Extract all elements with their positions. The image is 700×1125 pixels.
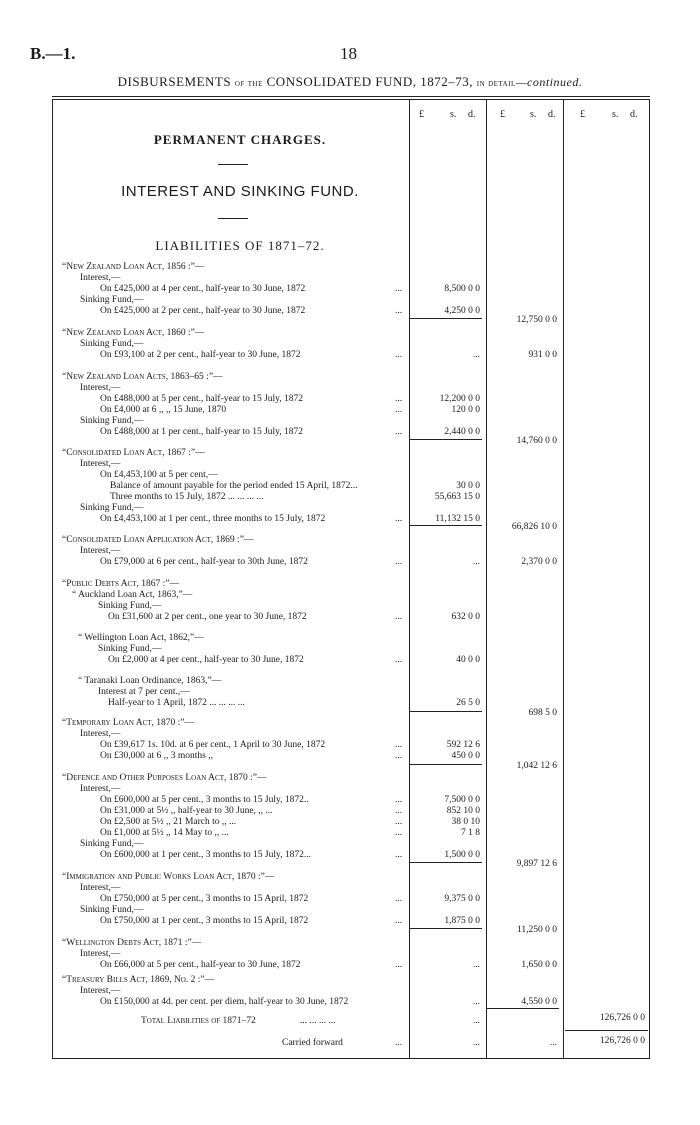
carried-c2: ... [549,1038,557,1048]
entry-text: Interest,— [80,459,121,469]
entry-text: On £66,000 at 5 per cent., half-year to 30 June, 1872 [100,960,301,970]
subtotal-rule [410,862,482,863]
entry-text: “Public Debts Act, 1867 :”— [62,579,179,589]
amount-column-1: ... [472,557,480,567]
leader-dots: ... [395,655,403,665]
divider-1 [218,164,248,165]
amount-column-1: 30 0 0 [456,481,480,491]
col1-left-rule [409,99,410,1058]
subtotal-rule [410,525,482,526]
entry-text: On £2,500 at 5½ ,, 21 March to ,, ... [100,817,237,827]
amount-column-2: 12,750 0 0 [516,315,557,325]
leader-dots: ... [395,817,403,827]
column-header-c2-2: d. [548,109,556,120]
leader-dots: ... [395,427,403,437]
title-main: DISBURSEMENTS [117,74,232,89]
total-c1: ... [472,1016,480,1026]
entry-text: “Consolidated Loan Application Act, 1869 :”— [62,535,254,545]
entry-text: On £600,000 at 5 per cent., 3 months to 15 July, 1872.. [100,795,309,805]
heading-interest-sinking-fund: INTEREST AND SINKING FUND. [121,183,359,200]
frame-top-rule-2 [52,99,650,100]
entry-text: On £488,000 at 5 per cent., half-year to 15 July, 1872 [100,394,304,404]
entry-text: Balance of amount payable for the period ended 15 April, 1872... [110,481,358,491]
entry-text: On £4,453,100 at 1 per cent., three months to 15 July, 1872 [100,514,326,524]
column-header-c2-1: s. [530,109,537,120]
entry-text: “Wellington Debts Act, 1871 :”— [62,938,202,948]
entry-text: Sinking Fund,— [98,644,162,654]
subtotal-rule [487,1008,559,1009]
page-number: 18 [340,44,357,63]
entry-text: Interest,— [80,546,121,556]
entry-text: Sinking Fund,— [80,339,144,349]
column-header-c3-1: s. [612,109,619,120]
amount-column-1: 7,500 0 0 [444,795,480,805]
amount-column-1: 1,875 0 0 [444,916,480,926]
entry-text: On £31,000 at 5½ ,, half-year to 30 June, ,, ... [100,806,273,816]
entry-text: Interest,— [80,729,121,739]
frame-left-rule [52,99,53,1058]
entry-text: “Temporary Loan Act, 1870 :”— [62,718,195,728]
subtotal-rule [410,439,482,440]
amount-column-1: 7 1 8 [461,828,480,838]
amount-column-1: 592 12 6 [446,740,480,750]
entry-text: “New Zealand Loan Act, 1856 :”— [62,262,205,272]
frame-bottom-rule [52,1058,650,1059]
entry-text: On £93,100 at 2 per cent., half-year to 30 June, 1872 [100,350,301,360]
frame-right-rule [649,99,650,1058]
leader-dots: ... [395,960,403,970]
carried-c1: ... [472,1038,480,1048]
entry-text: “New Zealand Loan Acts, 1863–65 :”— [62,372,223,382]
total-dots: ... ... ... ... [300,1016,336,1026]
entry-text: Interest,— [80,273,121,283]
entry-text: On £750,000 at 5 per cent., 3 months to 15 April, 1872 [100,894,309,904]
carried-dots: ... [395,1038,403,1048]
entry-text: On £30,000 at 6 ,, 3 months ,, [100,751,213,761]
subtotal-rule [410,711,482,712]
entry-text: On £31,600 at 2 per cent., one year to 30 June, 1872 [108,612,307,622]
leader-dots: ... [395,306,403,316]
entry-text: Sinking Fund,— [98,601,162,611]
amount-column-1: 450 0 0 [451,751,480,761]
amount-column-1: 852 10 0 [446,806,480,816]
entry-text: On £425,000 at 2 per cent., half-year to 30 June, 1872 [100,306,306,316]
amount-column-2: 9,897 12 6 [516,859,557,869]
amount-column-1: 4,250 0 0 [444,306,480,316]
entry-text: “ Auckland Loan Act, 1863,”— [72,590,193,600]
entry-text: On £2,000 at 4 per cent., half-year to 30 June, 1872 [108,655,304,665]
amount-column-2: 1,042 12 6 [516,761,557,771]
entry-text: Sinking Fund,— [80,905,144,915]
column-header-c2-0: £ [500,109,505,120]
entry-text: Sinking Fund,— [80,503,144,513]
heading-permanent-charges: PERMANENT CHARGES. [153,132,327,147]
entry-text: On £150,000 at 4d. per cent. per diem, half-year to 30 June, 1872 [100,997,349,1007]
entry-text: On £4,000 at 6 ,, ,, 15 June, 1870 [100,405,227,415]
title-fund: CONSOLIDATED FUND, 1872–73, [266,74,473,89]
leader-dots: ... [395,751,403,761]
title-continued: —continued. [515,75,583,89]
col3-left-rule [563,99,564,1058]
entry-text: “ Taranaki Loan Ordinance, 1863,”— [78,676,222,686]
amount-column-1: 8,500 0 0 [444,284,480,294]
subtotal-rule [410,928,482,929]
total-rule [565,1030,648,1031]
leader-dots: ... [395,828,403,838]
amount-column-1: ... [472,997,480,1007]
entry-text: On £39,617 1s. 10d. at 6 per cent., 1 April to 30 June, 1872 [100,740,326,750]
subtotal-rule [410,318,482,319]
column-header-c1-0: £ [419,109,424,120]
amount-column-1: 1,500 0 0 [444,850,480,860]
entry-text: Sinking Fund,— [80,295,144,305]
entry-text: Sinking Fund,— [80,839,144,849]
amount-column-2: 698 5 0 [528,708,557,718]
entry-text: On £750,000 at 1 per cent., 3 months to 15 April, 1872 [100,916,309,926]
column-header-c1-1: s. [450,109,457,120]
section-number: B.—1. [30,44,76,63]
leader-dots: ... [395,740,403,750]
subtotal-rule [410,764,482,765]
entry-text: On £600,000 at 1 per cent., 3 months to 15 July, 1872... [100,850,312,860]
column-header-c3-0: £ [580,109,585,120]
entry-text: “Consolidated Loan Act, 1867 :”— [62,448,205,458]
amount-column-2: 2,370 0 0 [521,557,557,567]
entry-text: Interest at 7 per cent.,— [98,687,190,697]
entry-text: Three months to 15 July, 1872 ... ... ... ... [110,492,264,502]
amount-column-1: 12,200 0 0 [439,394,480,404]
leader-dots: ... [395,284,403,294]
leader-dots: ... [395,612,403,622]
amount-column-1: 632 0 0 [451,612,480,622]
entry-text: On £488,000 at 1 per cent., half-year to 15 July, 1872 [100,427,304,437]
leader-dots: ... [395,350,403,360]
entry-text: “ Wellington Loan Act, 1862,”— [78,633,204,643]
leader-dots: ... [395,806,403,816]
entry-text: On £1,000 at 5½ ,, 14 May to ,, ... [100,828,229,838]
amount-column-1: 55,663 15 0 [434,492,480,502]
amount-column-2: 14,760 0 0 [516,436,557,446]
amount-column-1: 11,132 15 0 [435,514,480,524]
entry-text: Half-year to 1 April, 1872 ... ... ... ... [108,698,245,708]
column-header-c3-2: d. [630,109,638,120]
carried-forward-label: Carried forward [282,1038,343,1048]
amount-column-2: 1,650 0 0 [521,960,557,970]
entry-text: Interest,— [80,784,121,794]
entry-text: Interest,— [80,986,121,996]
amount-column-1: 9,375 0 0 [444,894,480,904]
leader-dots: ... [395,557,403,567]
entry-text: Sinking Fund,— [80,416,144,426]
leader-dots: ... [395,394,403,404]
title-in-detail: in detail [476,78,516,89]
column-header-c1-2: d. [468,109,476,120]
leader-dots: ... [395,916,403,926]
amount-column-2: 931 0 0 [528,350,557,360]
amount-column-1: 38 0 10 [451,817,480,827]
col2-left-rule [486,99,487,1058]
entry-text: On £425,000 at 4 per cent., half-year to 30 June, 1872 [100,284,306,294]
entry-text: Interest,— [80,383,121,393]
entry-text: On £4,453,100 at 5 per cent,— [100,470,218,480]
entry-text: Interest,— [80,883,121,893]
carried-c3: 126,726 0 0 [599,1036,645,1046]
amount-column-1: 120 0 0 [451,405,480,415]
leader-dots: ... [395,514,403,524]
amount-column-2: 66,826 10 0 [511,522,557,532]
page-title [0,74,700,90]
entry-text: “New Zealand Loan Act, 1860 :”— [62,328,205,338]
entry-text: Interest,— [80,949,121,959]
amount-column-1: ... [472,960,480,970]
entry-text: “Defence and Other Purposes Loan Act, 1870 :”— [62,773,267,783]
title-of-the: of the [234,78,263,89]
leader-dots: ... [395,850,403,860]
leader-dots: ... [395,795,403,805]
entry-text: “Treasury Bills Act, 1869, No. 2 :”— [62,975,215,985]
amount-column-2: 11,250 0 0 [516,925,557,935]
total-label: Total Liabilities of 1871–72 [141,1016,256,1026]
amount-column-1: 2,440 0 0 [444,427,480,437]
divider-2 [218,218,248,219]
total-c3: 126,726 0 0 [599,1013,645,1023]
heading-liabilities: LIABILITIES OF 1871–72. [155,238,325,253]
frame-top-rule [52,96,650,97]
amount-column-2: 4,550 0 0 [521,997,557,1007]
amount-column-1: 26 5 0 [456,698,480,708]
amount-column-1: ... [472,350,480,360]
entry-text: “Immigration and Public Works Loan Act, 1870 :”— [62,872,275,882]
entry-text: On £79,000 at 6 per cent., half-year to 30th June, 1872 [100,557,308,567]
leader-dots: ... [395,894,403,904]
leader-dots: ... [395,405,403,415]
amount-column-1: 40 0 0 [456,655,480,665]
